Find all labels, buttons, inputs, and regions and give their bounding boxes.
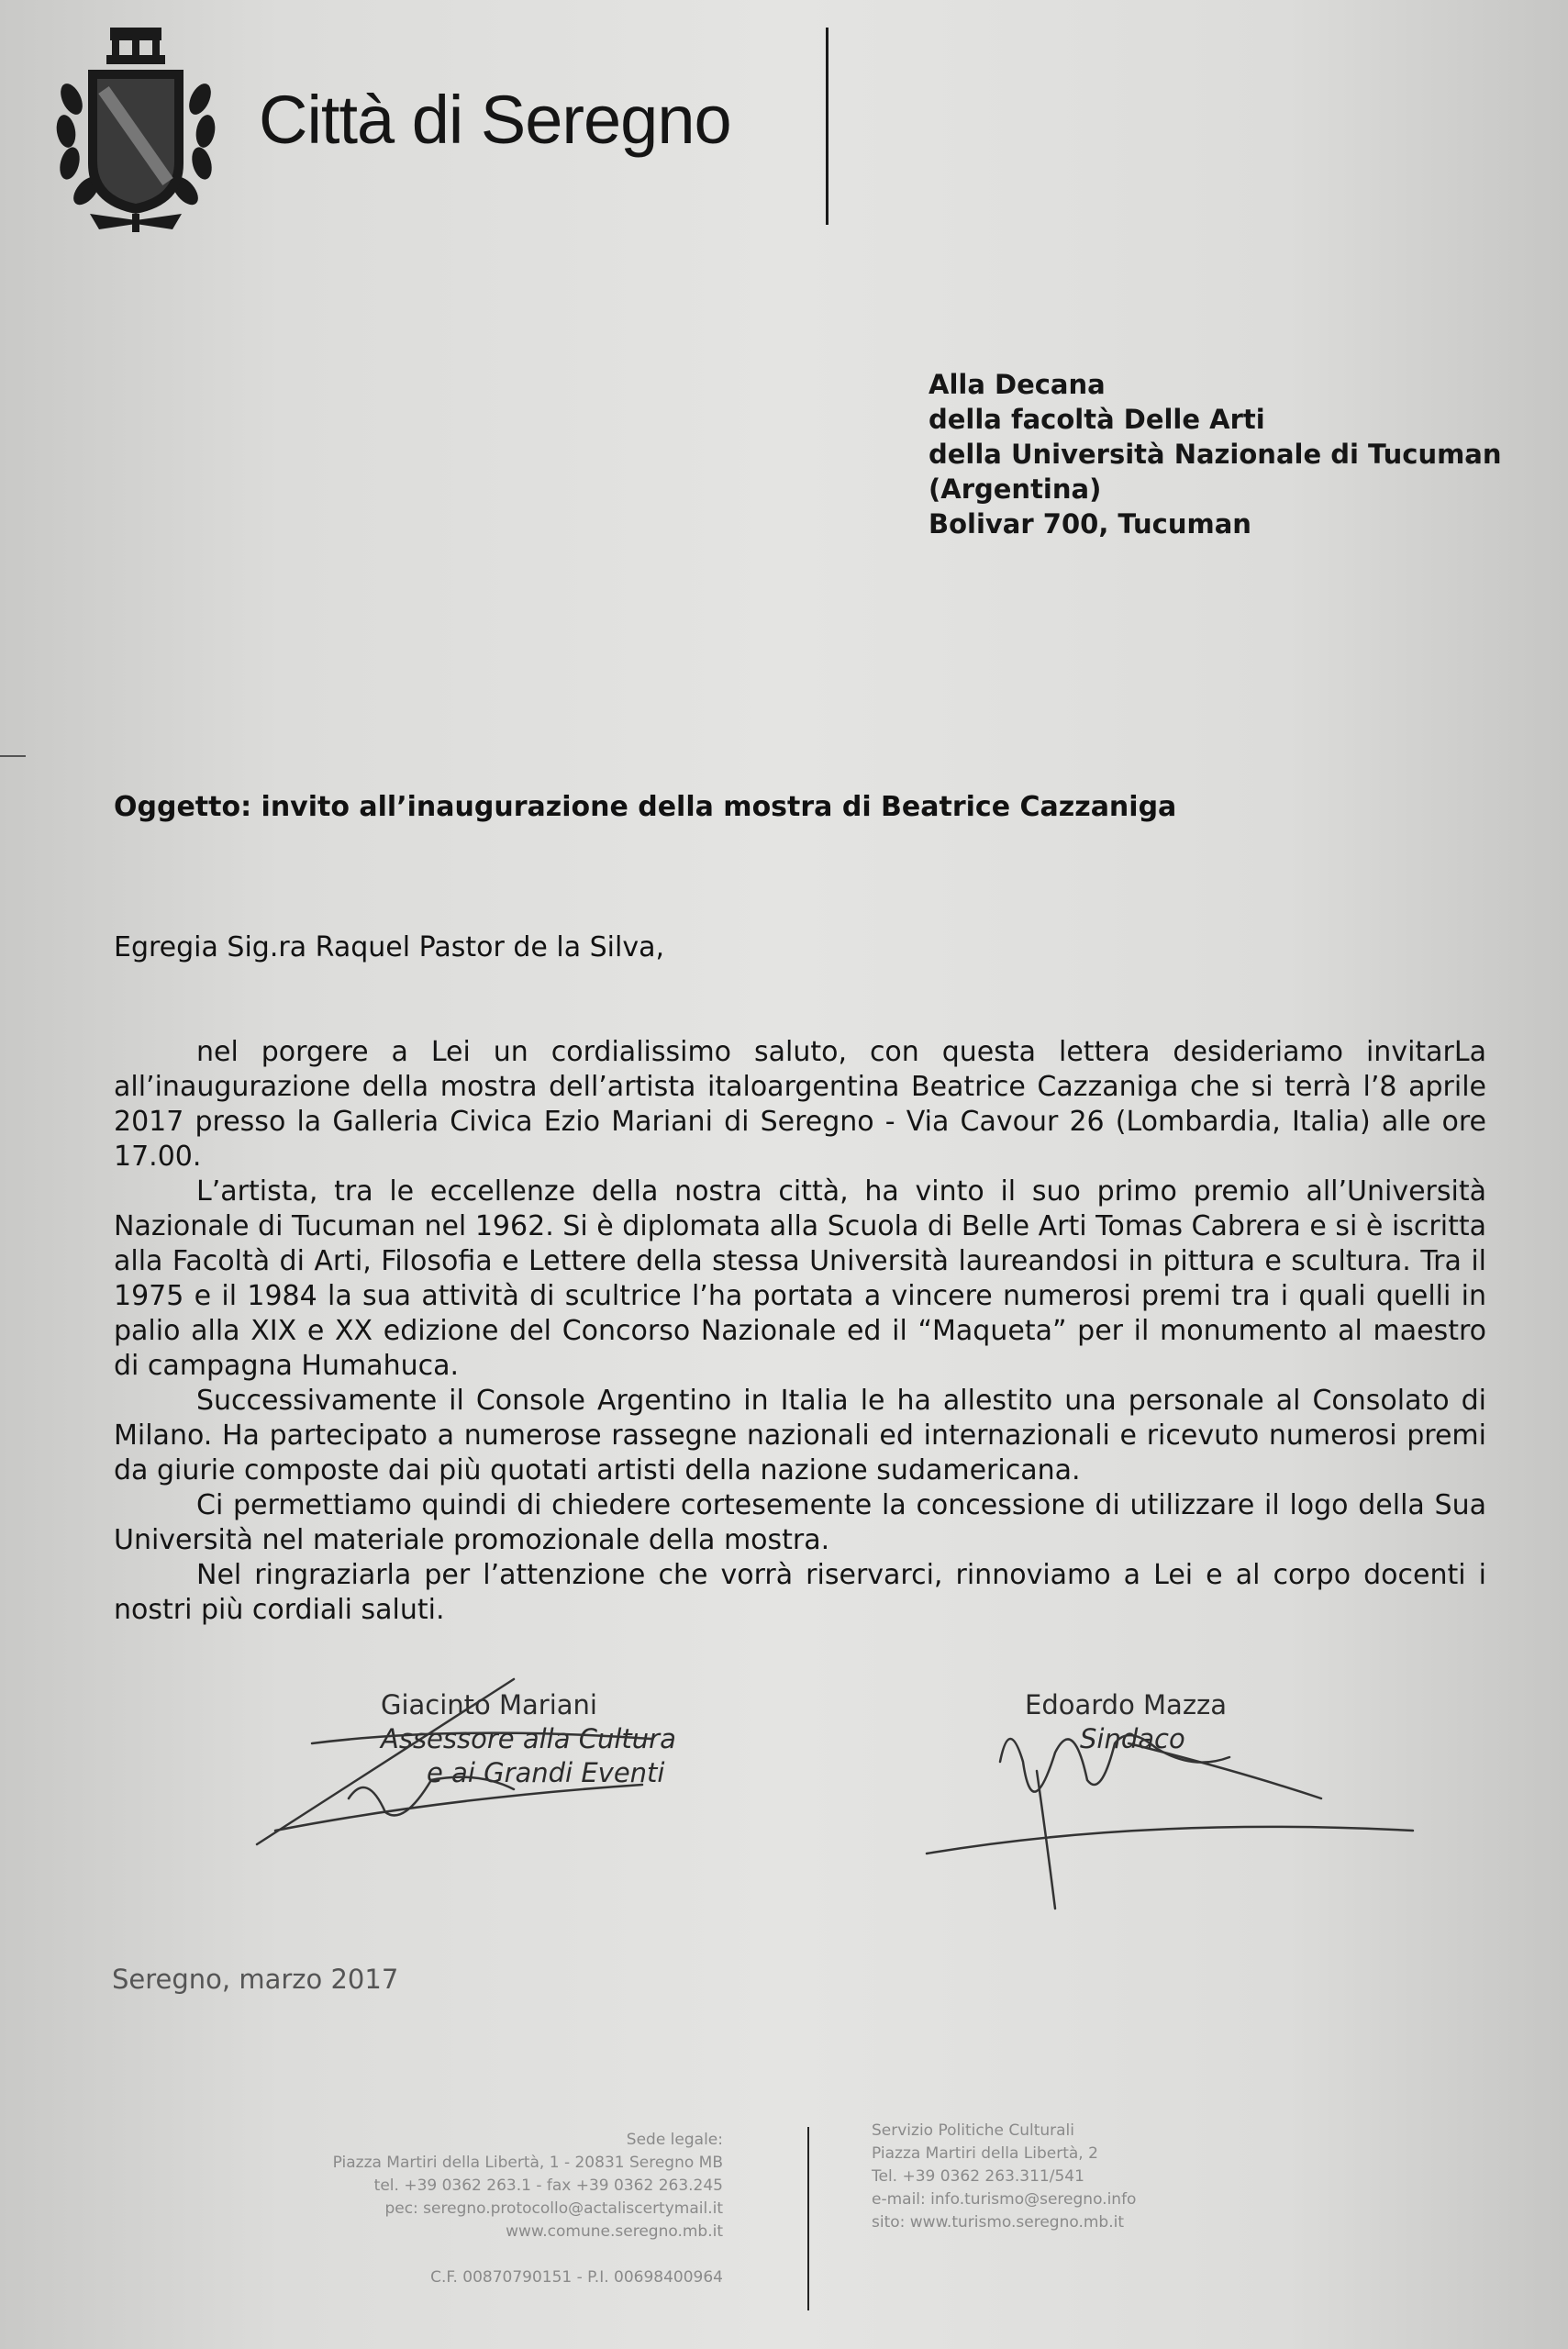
footer-line: Piazza Martiri della Libertà, 1 - 20831 Seregno MB: [332, 2154, 723, 2172]
signatory-role: Sindaco: [1080, 1723, 1185, 1754]
signatory-name: Edoardo Mazza: [1025, 1689, 1228, 1720]
body-paragraph: Nel ringraziarla per l’attenzione che vorrà riservarci, rinnoviamo a Lei e al corpo docenti i nostri più cordiali saluti.: [114, 1559, 1486, 1626]
signatory-name: Giacinto Mariani: [381, 1689, 597, 1720]
recipient-line: Bolivar 700, Tucuman: [929, 508, 1251, 540]
footer-line: tel. +39 0362 263.1 - fax +39 0362 263.245: [373, 2176, 723, 2195]
footer-line: pec: seregno.protocollo@actaliscertymail.it: [384, 2199, 723, 2218]
footer-line: sito: www.turismo.seregno.mb.it: [872, 2213, 1125, 2232]
recipient-line: della facoltà Delle Arti: [929, 404, 1265, 435]
body-paragraph: L’artista, tra le eccellenze della nostra città, ha vinto il suo primo premio all’Università Nazionale di Tucuman nel 1962. Si è diplomata alla Scuola di Belle Arti Tomas Cabrera e si è iscritta alla Facoltà di Arti, Filosofia e Lettere della stessa Università laureandosi in pittura e scultura. Tra il 1975 e il 1984 la sua attività di scultrice l’ha portata a vincere numerosi premi tra i quali quelli in palio alla XIX e XX edizione del Concorso Nazionale ed il “Maqueta” per il monumento al maestro di campagna Humahuca.: [114, 1175, 1486, 1382]
footer-legal-address: [183, 2129, 723, 2289]
salutation: Egregia Sig.ra Raquel Pastor de la Silva,: [114, 931, 665, 963]
footer-line: www.comune.seregno.mb.it: [506, 2222, 723, 2241]
footer-cultural-office: [872, 2120, 1136, 2234]
recipient-line: della Università Nazionale di Tucuman: [929, 439, 1502, 470]
signature-block-right: [1025, 1688, 1227, 1756]
footer-line: C.F. 00870790151 - P.I. 00698400964: [430, 2268, 723, 2287]
subject-line: Oggetto: invito all’inaugurazione della mostra di Beatrice Cazzaniga: [114, 791, 1177, 823]
signatory-role: e ai Grandi Eventi: [427, 1757, 665, 1788]
footer-line: [183, 2243, 723, 2266]
recipient-line: (Argentina): [929, 473, 1102, 505]
recipient-line: Alla Decana: [929, 369, 1106, 400]
body-paragraph: Successivamente il Console Argentino in Italia le ha allestito una personale al Consolato di Milano. Ha partecipato a numerose rassegne nazionali ed internazionali e ricevuto numerosi premi da giurie composte dai più quotati artisti della nazione sudamericana.: [114, 1385, 1486, 1486]
body-paragraph: Ci permettiamo quindi di chiedere cortesemente la concessione di utilizzare il logo della Sua Università nel materiale promozionale della mostra.: [114, 1489, 1486, 1556]
city-crest-logo: [53, 26, 218, 232]
header-divider: [826, 28, 828, 225]
footer-line: e-mail: info.turismo@seregno.info: [872, 2190, 1137, 2209]
city-name: Città di Seregno: [259, 82, 731, 158]
body-paragraph: nel porgere a Lei un cordialissimo saluto, con questa lettera desideriamo invitarLa all’inaugurazione della mostra dell’artista italoargentina Beatrice Cazzaniga che si terrà l’8 aprile 2017 presso la Galleria Civica Ezio Mariani di Seregno - Via Cavour 26 (Lombardia, Italia) alle ore 17.00.: [114, 1036, 1486, 1173]
date-line: Seregno, marzo 2017: [112, 1964, 399, 1995]
signature-block-left: [381, 1688, 676, 1790]
footer-line: Servizio Politiche Culturali: [872, 2121, 1074, 2140]
signatory-role: Assessore alla Cultura: [381, 1723, 676, 1754]
recipient-address: [929, 367, 1502, 541]
footer-line: Piazza Martiri della Libertà, 2: [872, 2144, 1098, 2163]
fold-mark: [0, 755, 26, 757]
letter-body: [114, 1035, 1486, 1628]
footer-line: Sede legale:: [626, 2131, 723, 2149]
footer-line: Tel. +39 0362 263.311/541: [872, 2167, 1084, 2186]
footer-divider: [807, 2127, 809, 2310]
